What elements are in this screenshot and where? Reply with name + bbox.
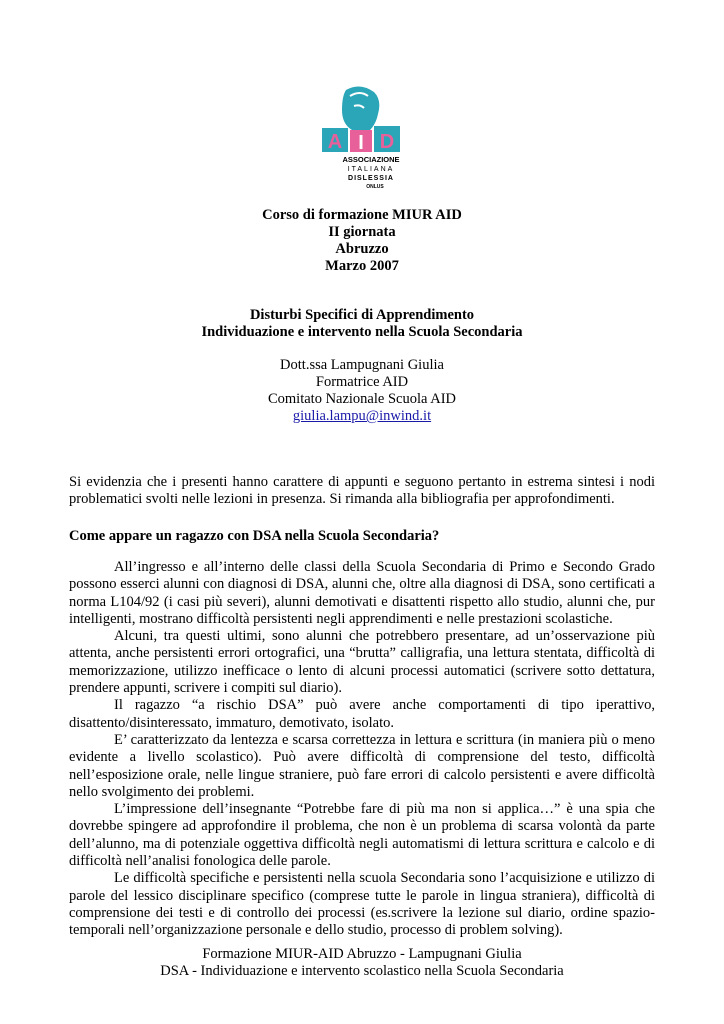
aid-logo [316, 84, 408, 190]
page-footer [0, 946, 724, 980]
logo-letter-i: I [358, 132, 364, 154]
logo-line1: ASSOCIAZIONE [342, 155, 400, 164]
logo-line2: ITALIANA [347, 166, 395, 173]
logo-line4: ONLUS [366, 184, 384, 190]
logo-line3: DISLESSIA [348, 175, 394, 182]
footer-line1: Formazione MIUR-AID Abruzzo - Lampugnani Giulia [202, 946, 522, 962]
section-title: Come appare un ragazzo con DSA nella Scuola Secondaria? [69, 528, 440, 544]
paragraph-2: Alcuni, tra questi ultimi, sono alunni che potrebbero presentare, ad un’osservazione più attenta, anche persistenti errori ortografici, una “brutta” calligrafia, una lettura stentata, difficoltà di memorizzazione, utilizzo inefficace o lento di alcuni processi automatici (scrivere sotto dettatura, prendere appunti, scrivere i compiti sul diario). [69, 628, 655, 697]
intro-text: Si evidenzia che i presenti hanno carattere di appunti e seguono pertanto in estrema sintesi i nodi problematici svolti nelle lezioni in presenza. Si rimanda alla bibliografia per approfondimenti. [69, 474, 655, 508]
course-line3: Abruzzo [335, 241, 389, 257]
paragraph-6: Le difficoltà specifiche e persistenti nella scuola Secondaria sono l’acquisizione e utilizzo di parole del lessico disciplinare specifico (comprese tutte le parole in lingua straniera), difficoltà di comprensione dei testi e di controllo dei processi (es.scrivere la lezione sul diario, ordine spazio-temporali nell’organizzazione personale e dello studio, processo di problem solving). [69, 870, 655, 939]
course-line2: II giornata [328, 224, 396, 240]
paragraph-3: Il ragazzo “a rischio DSA” può avere anche comportamenti di tipo iperattivo, disattento/disinteressato, immaturo, demotivato, isolato. [69, 697, 655, 731]
footer-line2: DSA - Individuazione e intervento scolastico nella Scuola Secondaria [160, 963, 564, 979]
author-name: Dott.ssa Lampugnani Giulia [280, 357, 444, 373]
logo-letter-d: D [379, 131, 395, 153]
logo-letter-a: A [327, 131, 343, 153]
topic-line1: Disturbi Specifici di Apprendimento [249, 307, 475, 323]
aid-logo-graphic [316, 84, 408, 190]
topic-title [0, 307, 724, 341]
intro-paragraph [69, 474, 655, 509]
author-block [0, 357, 724, 425]
author-role: Formatrice AID [315, 374, 409, 390]
paragraph-1: All’ingresso e all’interno delle classi della Scuola Secondaria di Primo e Secondo Grado possono esserci alunni con diagnosi di DSA, alunni che, oltre alla diagnosi di DSA, sono certificati a norma L104/92 (i casi più severi), alunni demotivati e disattenti rispetto allo studio, alunni che, pur intelligenti, mostrano difficoltà persistenti negli apprendimenti e nelle prestazioni scolastiche. [69, 559, 655, 627]
course-header [0, 207, 724, 275]
paragraph-5: L’impressione dell’insegnante “Potrebbe fare di più ma non si applica…” è una spia che dovrebbe spingere ad approfondire il problema, che non è un problema di scarsa volontà da parte dell’alunno, ma di potenziale oggettiva difficoltà negli automatismi di lettura scrittura e calcolo e di difficoltà nell’analisi fonologica delle parole. [69, 801, 655, 870]
topic-line2: Individuazione e intervento nella Scuola Secondaria [201, 324, 523, 340]
body-text [69, 559, 655, 940]
author-email-link[interactable]: giulia.lampu@inwind.it [292, 408, 432, 424]
course-line1: Corso di formazione MIUR AID [262, 207, 462, 223]
course-line4: Marzo 2007 [325, 258, 399, 274]
author-committee: Comitato Nazionale Scuola AID [267, 391, 457, 407]
paragraph-4: E’ caratterizzato da lentezza e scarsa correttezza in lettura e scrittura (in maniera più o meno evidente a livello scolastico). Può avere difficoltà di comprensione del testo, difficoltà nell’esposizione orale, nelle lingue straniere, può fare errori di calcolo persistenti e avere difficoltà nello svolgimento dei problemi. [69, 731, 655, 800]
